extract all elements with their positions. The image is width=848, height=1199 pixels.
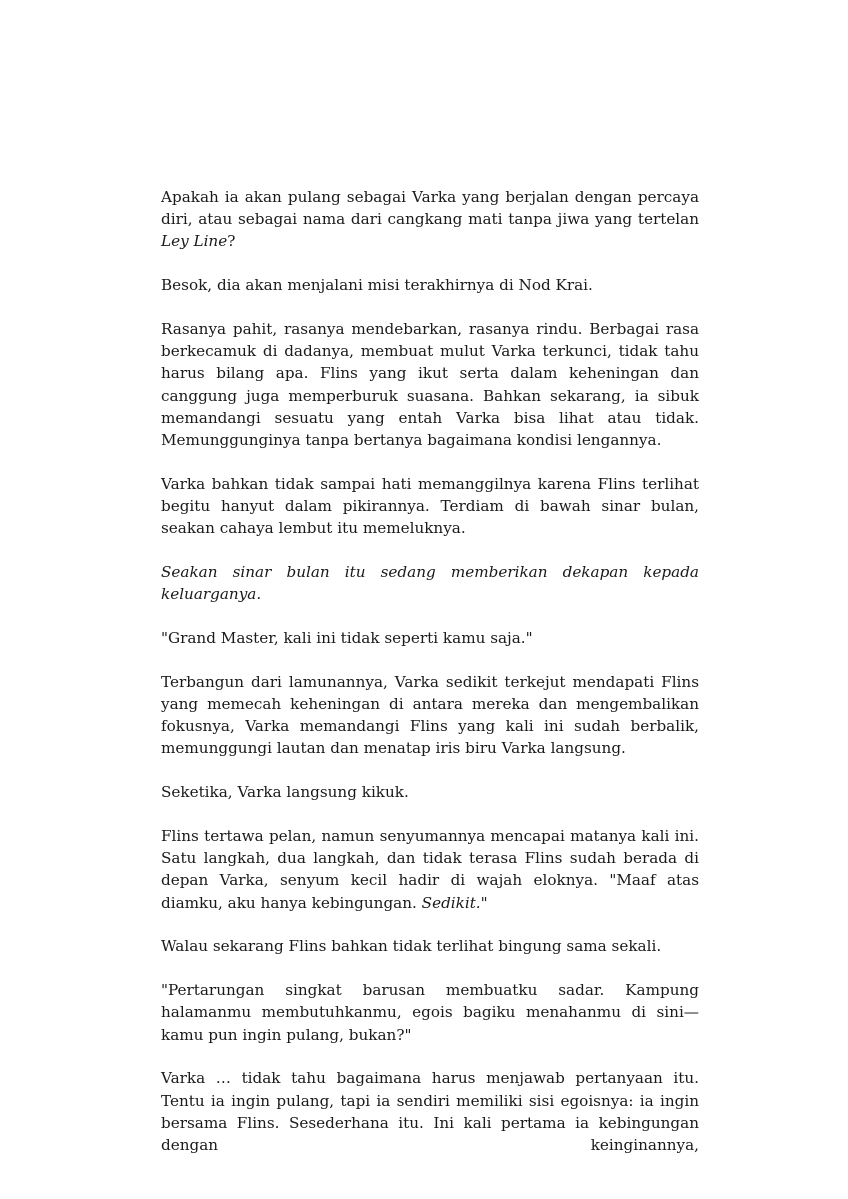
paragraph-1-end: ? [227, 232, 236, 251]
paragraph-8: Seketika, Varka langsung kikuk. [161, 783, 409, 802]
story-text [161, 186, 699, 1178]
paragraph-4: Varka bahkan tidak sampai hati memanggilnya karena Flins terlihat begitu hanyut dalam pikirannya. Terdiam di bawah sinar bulan, seakan cahaya lembut itu memeluknya. [161, 474, 699, 538]
paragraph-9-italic: Sedikit. [421, 893, 481, 912]
paragraph-3: Rasanya pahit, rasanya mendebarkan, rasanya rindu. Berbagai rasa berkecamuk di dadanya, membuat mulut Varka terkunci, tidak tahu harus bilang apa. Flins yang ikut serta dalam keheningan dan canggung juga memperburuk suasana. Bahkan sekarang, ia sibuk memandangi sesuatu yang entah Varka bisa lihat atau tidak. Memunggunginya tanpa bertanya bagaimana kondisi lengannya. [161, 320, 699, 450]
paragraph-1-text: Apakah ia akan pulang sebagai Varka yang berjalan dengan percaya diri, atau sebagai nama dari cangkang mati tanpa jiwa yang tertelan [161, 188, 699, 229]
paragraph-12: Varka … tidak tahu bagaimana harus menjawab pertanyaan itu. Tentu ia ingin pulang, tapi ia sendiri memiliki sisi egoisnya: ia ingin bersama Flins. Sesederhana itu. Ini kali pertama ia kebingungan dengan keinginannya, [161, 1069, 699, 1155]
paragraph-1-italic: Ley Line [161, 232, 228, 251]
paragraph-5: Seakan sinar bulan itu sedang memberikan dekapan kepada keluarganya. [161, 563, 699, 604]
paragraph-11: "Pertarungan singkat barusan membuatku sadar. Kampung halamanmu membutuhkanmu, egois bagiku menahanmu di sini—kamu pun ingin pulang, bukan?" [161, 981, 699, 1044]
paragraph-6: "Grand Master, kali ini tidak seperti kamu saja." [161, 629, 533, 648]
paragraph-9-end: " [480, 893, 488, 912]
paragraph-2: Besok, dia akan menjalani misi terakhirnya di Nod Krai. [161, 276, 593, 295]
paragraph-9 [161, 825, 699, 914]
paragraph-1 [161, 186, 699, 253]
paragraph-10: Walau sekarang Flins bahkan tidak terlihat bingung sama sekali. [161, 937, 662, 956]
paragraph-7: Terbangun dari lamunannya, Varka sedikit terkejut mendapati Flins yang memecah keheningan di antara mereka dan mengembalikan fokusnya, Varka memandangi Flins yang kali ini sudah berbalik, memunggungi lautan dan menatap iris biru Varka langsung. [161, 672, 699, 758]
paragraph-9-text: Flins tertawa pelan, namun senyumannya mencapai matanya kali ini. Satu langkah, dua langkah, dan tidak terasa Flins sudah berada di depan Varka, senyum kecil hadir di wajah eloknya. "Maaf atas diamku, aku hanya kebingungan. [161, 827, 699, 912]
